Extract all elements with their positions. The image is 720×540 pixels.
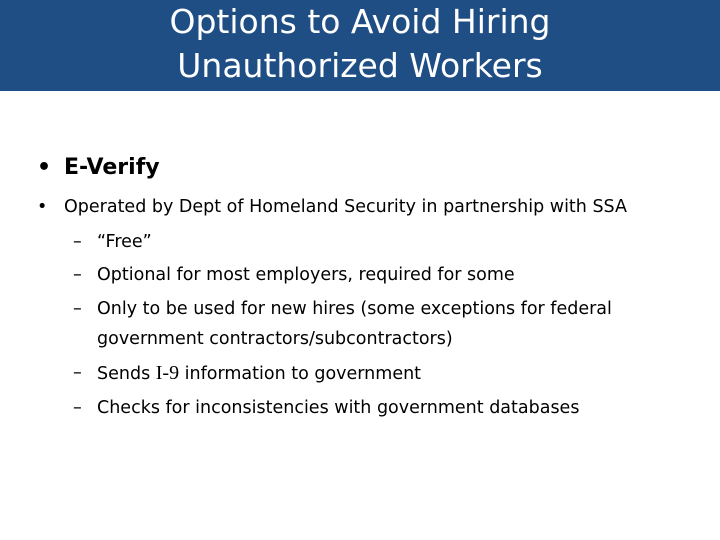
sub-bullet-new-hires-line-1: Only to be used for new hires (some exceptions for federal [97, 299, 612, 319]
dash-marker: – [73, 265, 82, 285]
dash-marker: – [73, 398, 82, 418]
slide-title-line-1: Options to Avoid Hiring [169, 2, 551, 41]
bullet-e-verify-text: E-Verify [64, 155, 160, 180]
sub-bullet-sends-i9-text [97, 362, 421, 385]
bullet-operated-by-text: Operated by Dept of Homeland Security in partnership with SSA [64, 197, 627, 217]
bullet-marker: • [37, 197, 48, 217]
dash-marker: – [73, 299, 82, 319]
sends-suffix: information to government [179, 364, 422, 384]
sub-bullet-optional-text: Optional for most employers, required for some [97, 265, 515, 285]
dash-marker: – [73, 232, 82, 252]
sub-bullet-new-hires-line-2: government contractors/subcontractors) [97, 329, 453, 349]
sub-bullet-checks-text: Checks for inconsistencies with government databases [97, 398, 580, 418]
form-i9: I-9 [155, 362, 180, 384]
slide-title-line-2: Unauthorized Workers [177, 46, 543, 85]
dash-marker: – [73, 363, 82, 383]
bullet-marker: • [37, 155, 52, 180]
sub-bullet-free-text: “Free” [97, 232, 152, 252]
sends-prefix: Sends [97, 364, 156, 384]
